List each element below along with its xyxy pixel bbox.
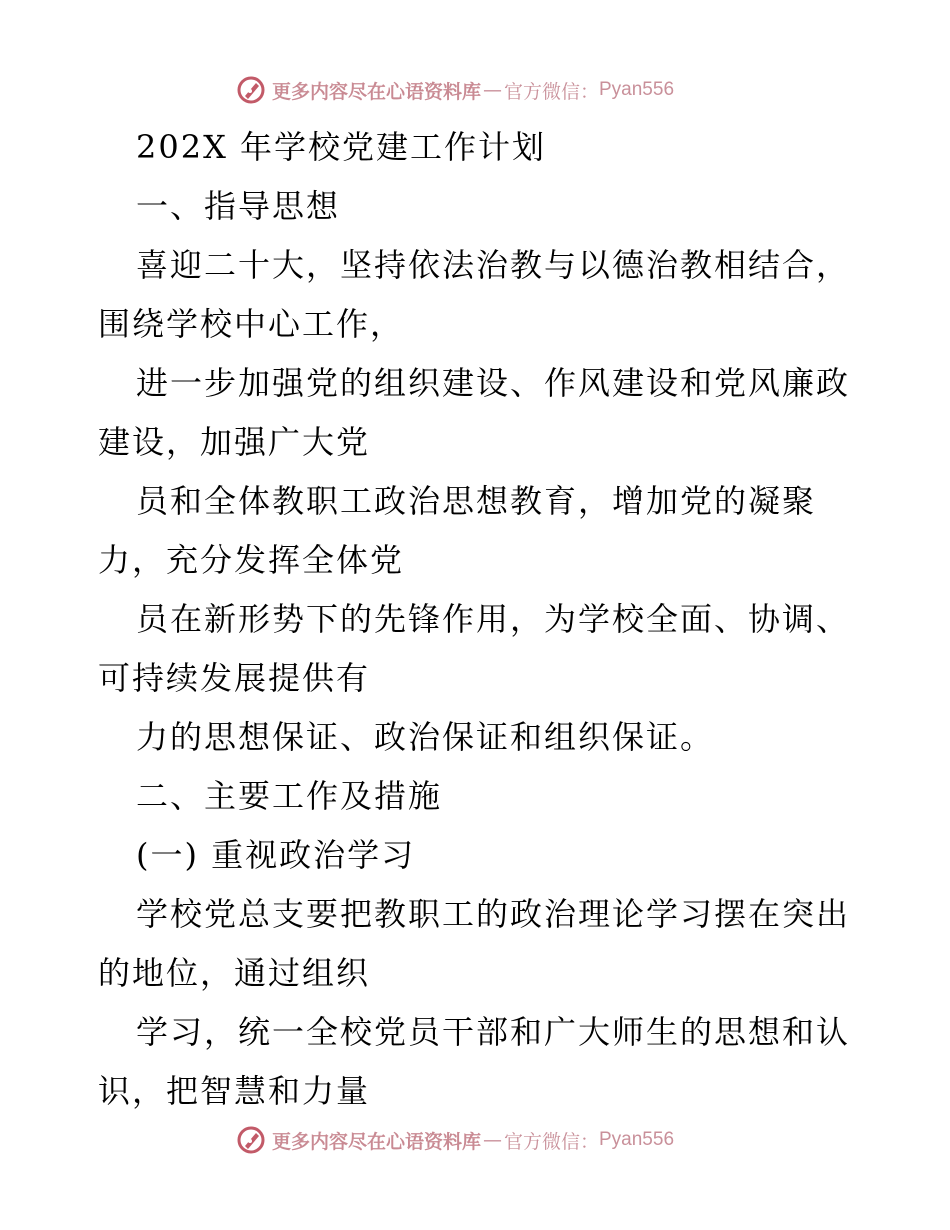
subsection-heading: (一) 重视政治学习: [136, 836, 416, 874]
watermark-site-text: 更多内容尽在心语资料库: [271, 1130, 481, 1153]
paragraph-line: 喜迎二十大，坚持依法治教与以德治教相结合，: [136, 246, 851, 284]
paragraph-line: 学校党总支要把教职工的政治理论学习摆在突出: [136, 895, 851, 933]
doc-title: 202X 年学校党建工作计划: [136, 128, 547, 166]
paragraph-line: 员在新形势下的先锋作用，为学校全面、协调、: [136, 600, 851, 638]
paragraph-line: 围绕学校中心工作，: [98, 305, 405, 343]
section-heading: 二、主要工作及措施: [136, 777, 443, 815]
watermark-separator: —: [482, 79, 502, 101]
watermark-wechat-id: Pyan556: [599, 1129, 675, 1150]
footer-watermark: [0, 1120, 950, 1160]
paragraph-line: 员和全体教职工政治思想教育，增加党的凝聚: [136, 482, 817, 520]
paragraph-line: 建设，加强广大党: [98, 423, 371, 461]
header-watermark: [0, 70, 950, 110]
watermark-wechat-id: Pyan556: [599, 79, 675, 100]
paragraph-line: 学习，统一全校党员干部和广大师生的思想和认: [136, 1013, 851, 1051]
pen-logo-icon: [236, 1125, 266, 1155]
watermark-wechat-label: 官方微信：: [503, 1130, 599, 1153]
watermark-site-text: 更多内容尽在心语资料库: [271, 80, 481, 103]
paragraph-line: 的地位，通过组织: [98, 954, 371, 992]
watermark-separator: —: [482, 1129, 502, 1151]
paragraph-line: 识，把智慧和力量: [98, 1072, 371, 1110]
paragraph-line: 可持续发展提供有: [98, 659, 371, 697]
section-heading: 一、指导思想: [136, 187, 341, 225]
watermark-wechat-label: 官方微信：: [503, 80, 599, 103]
document-body: [98, 118, 858, 1121]
pen-logo-icon: [236, 75, 266, 105]
paragraph-line: 力的思想保证、政治保证和组织保证。: [136, 718, 715, 756]
paragraph-line: 进一步加强党的组织建设、作风建设和党风廉政: [136, 364, 851, 402]
paragraph-line: 力，充分发挥全体党: [98, 541, 405, 579]
